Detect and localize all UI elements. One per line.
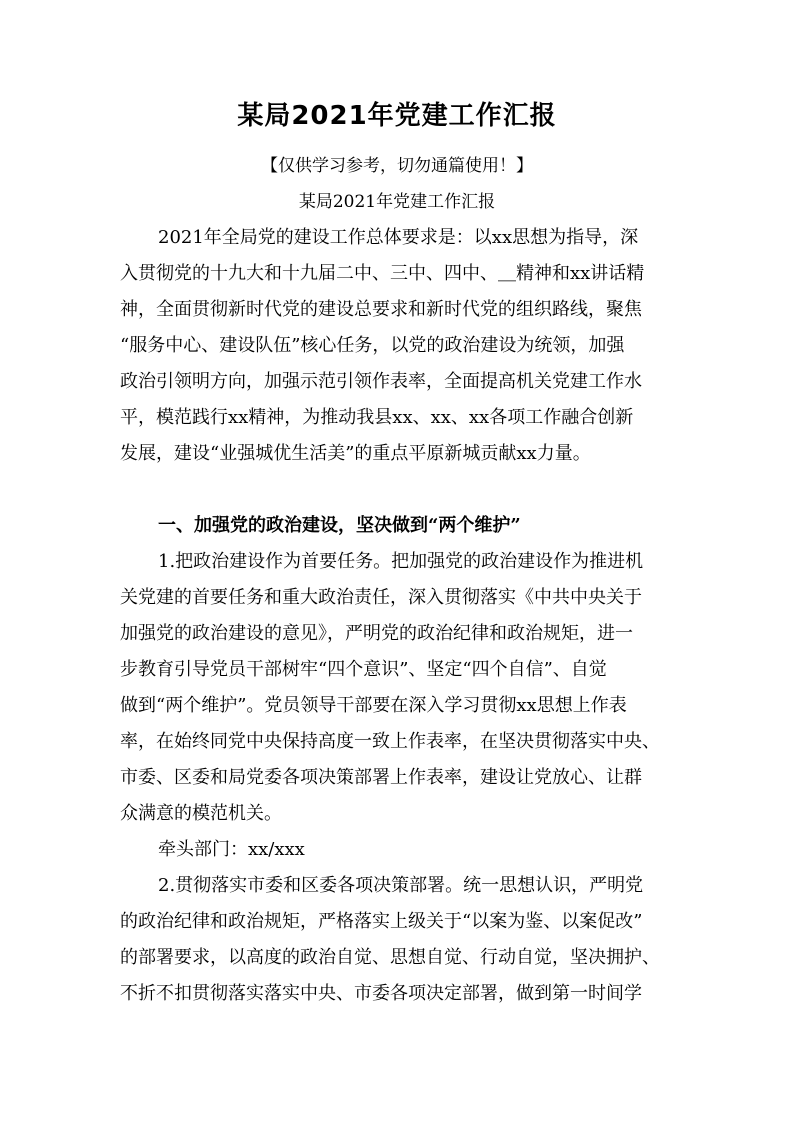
item1-line: 市委、区委和局党委各项决策部署上作表率，建设让党放心、让群 [120, 767, 642, 788]
item1-line: 关党建的首要任务和重大政治责任，深入贯彻落实《中共中央关于 [120, 587, 642, 608]
item1-line: 步教育引导党员干部树牢“四个意识”、坚定“四个自信”、自觉 [120, 659, 607, 680]
item1-line: 做到“两个维护”。党员领导干部要在深入学习贯彻xx思想上作表 [120, 695, 627, 716]
lead-department: 牵头部门：xx/xxx [158, 839, 305, 860]
intro-line: “服务中心、建设队伍”核心任务，以党的政治建设为统领，加强 [120, 335, 625, 356]
item2-line: 的部署要求，以高度的政治自觉、思想自觉、行动自觉，坚决拥护、 [120, 947, 660, 968]
item2-line: 2.贯彻落实市委和区委各项决策部署。统一思想认识，严明党 [158, 875, 644, 896]
document-subtitle: 某局2021年党建工作汇报 [298, 192, 496, 212]
intro-line: 发展，建设“业强城优生活美”的重点平原新城贡献xx力量。 [120, 443, 591, 464]
item1-line: 加强党的政治建设的意见》，严明党的政治纪律和政治规矩，进一 [120, 623, 633, 644]
item1-line: 率，在始终同党中央保持高度一致上作表率，在坚决贯彻落实中央、 [120, 731, 660, 752]
document-title: 某局2021年党建工作汇报 [237, 101, 557, 131]
item2-line: 的政治纪律和政治规矩，严格落实上级关于“以案为鉴、以案促改” [120, 911, 643, 932]
intro-line: 入贯彻党的十九大和十九届二中、三中、四中、＿精神和xx讲话精 [120, 263, 645, 284]
intro-line: 2021年全局党的建设工作总体要求是：以xx思想为指导，深 [158, 227, 639, 248]
item2-line: 不折不扣贯彻落实落实中央、市委各项决定部署，做到第一时间学 [120, 983, 642, 1004]
item1-line: 众满意的模范机关。 [120, 803, 282, 824]
item1-line: 1.把政治建设作为首要任务。把加强党的政治建设作为推进机 [158, 551, 644, 572]
intro-line: 政治引领明方向，加强示范引领作表率，全面提高机关党建工作水 [120, 371, 642, 392]
usage-notice: 【仅供学习参考，切勿通篇使用！】 [261, 156, 533, 176]
intro-line: 平，模范践行xx精神，为推动我县xx、xx、xx各项工作融合创新 [120, 407, 634, 428]
section-heading: 一、加强党的政治建设，坚决做到“两个维护” [158, 515, 521, 536]
intro-line: 神，全面贯彻新时代党的建设总要求和新时代党的组织路线，聚焦 [120, 299, 642, 320]
